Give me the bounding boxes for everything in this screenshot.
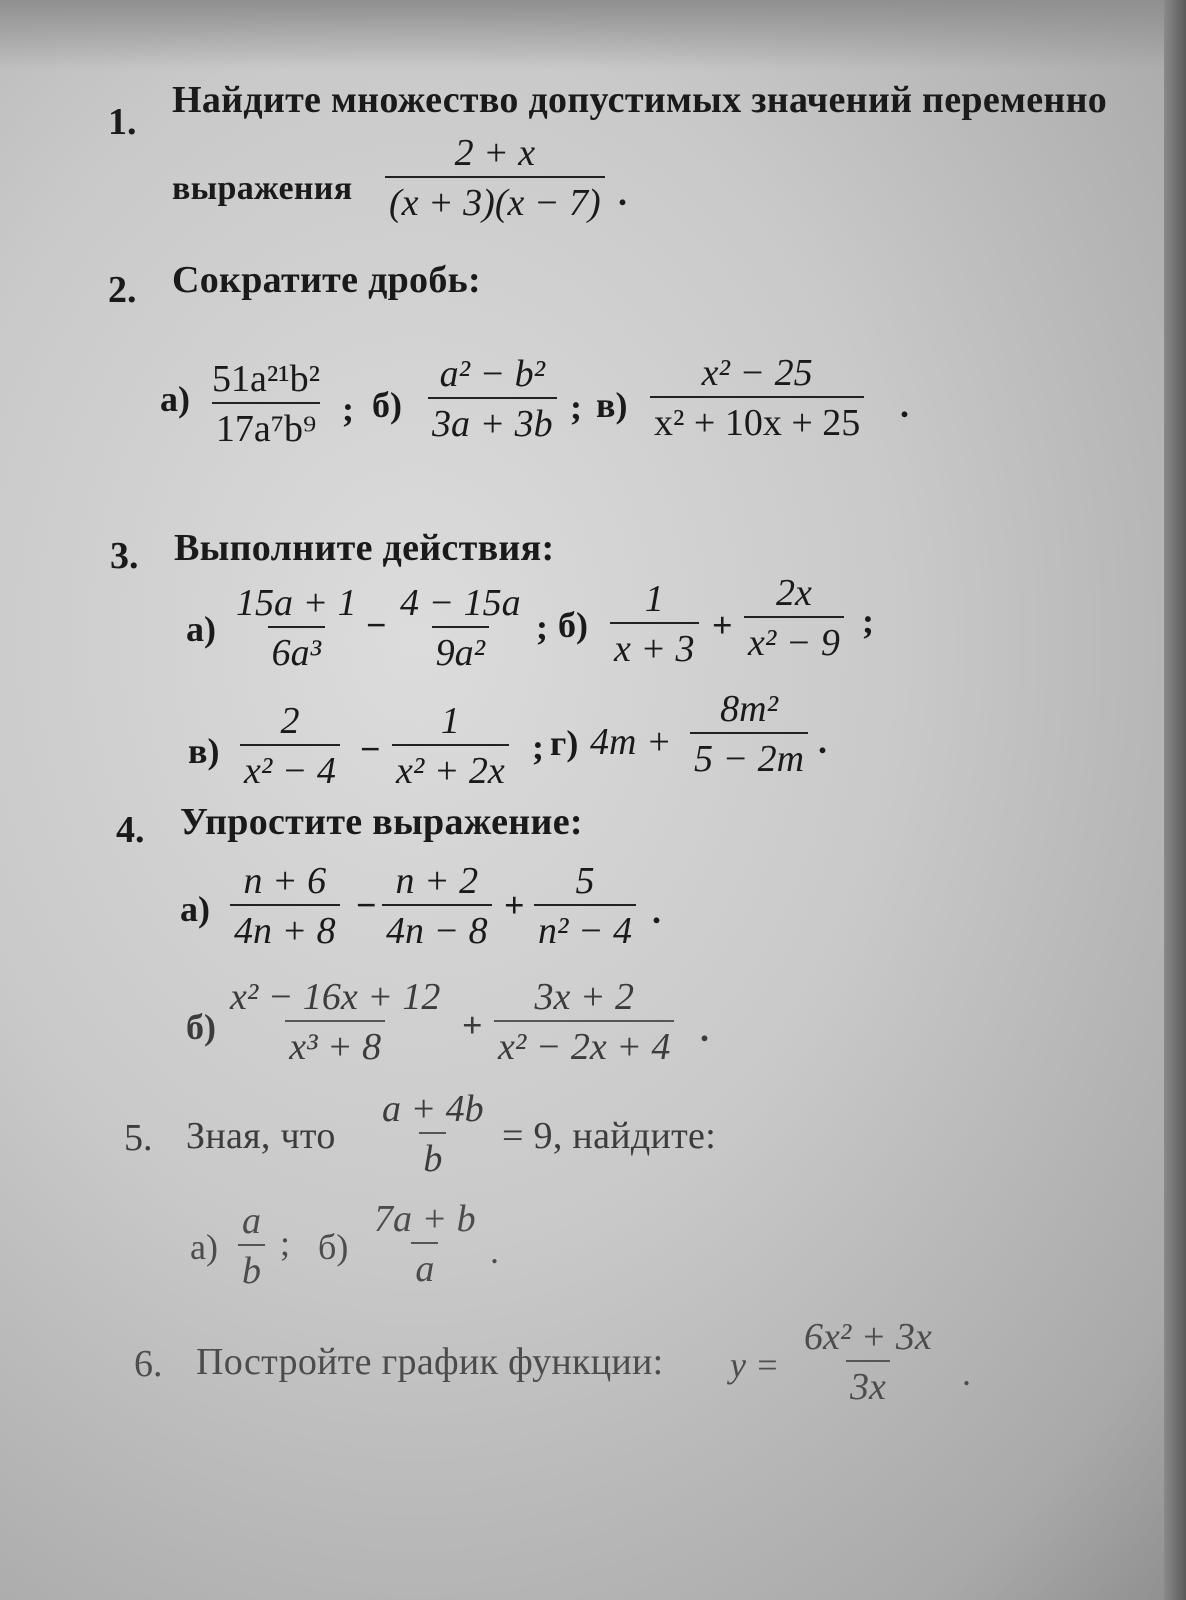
fraction-numerator: 5 <box>575 860 595 902</box>
fraction-numerator: a <box>242 1200 261 1242</box>
task-1-text-2: выражения <box>172 170 353 207</box>
task-2a-separator: ; <box>342 389 354 429</box>
task-1-number: 1. <box>108 101 137 143</box>
fraction-numerator: 1 <box>644 578 664 620</box>
photo-shadow-right <box>1164 0 1186 1600</box>
fraction-numerator: 2 + x <box>454 132 536 174</box>
task-2c-label: в) <box>596 385 628 425</box>
task-4a-operator-2: + <box>504 885 525 925</box>
task-6-text: Постройте график функции: <box>196 1341 664 1383</box>
fraction-denominator: 3x <box>846 1360 890 1406</box>
fraction-denominator: x² − 9 <box>744 616 844 662</box>
fraction-numerator: x² − 16x + 12 <box>230 976 441 1018</box>
task-4b-end: . <box>700 1009 709 1049</box>
task-3c-operator: − <box>360 729 381 769</box>
fraction-denominator: 4n + 8 <box>230 904 340 950</box>
task-1-end: . <box>618 173 627 213</box>
fraction-denominator: n² − 4 <box>534 904 636 950</box>
fraction-denominator: x² + 2x <box>392 744 509 790</box>
fraction-numerator: 51a²¹b² <box>212 358 321 400</box>
task-4a-label: а) <box>180 889 210 929</box>
task-2c-end: . <box>900 385 909 425</box>
fraction-numerator: x² − 25 <box>701 352 813 394</box>
fraction-denominator: 5 − 2m <box>690 732 808 778</box>
task-5-condition-rest: = 9, найдите: <box>502 1115 717 1157</box>
fraction-denominator: x² − 4 <box>240 744 340 790</box>
task-2c-fraction <box>650 354 864 442</box>
task-3b-separator: ; <box>862 601 874 641</box>
fraction-denominator: 17a⁷b⁹ <box>212 402 320 448</box>
task-5b-label: б) <box>318 1227 349 1267</box>
fraction-numerator: 2x <box>776 572 812 614</box>
fraction-numerator: a² − b² <box>439 353 546 395</box>
task-2a-fraction <box>208 360 324 448</box>
task-3d-end: . <box>818 721 827 761</box>
task-3c-fraction-1 <box>240 702 340 790</box>
fraction-numerator: n + 6 <box>243 860 327 902</box>
task-3a-operator: − <box>366 605 387 645</box>
fraction-numerator: a + 4b <box>382 1088 484 1130</box>
fraction-denominator: b <box>419 1132 446 1178</box>
task-6-end: . <box>962 1353 971 1393</box>
task-1-fraction <box>385 134 605 222</box>
photo-shadow-top <box>0 0 1186 70</box>
fraction-numerator: 8m² <box>720 688 778 730</box>
task-6-equation-lhs: y = <box>730 1345 780 1385</box>
task-3c-separator: ; <box>532 727 544 767</box>
fraction-denominator: a <box>411 1242 438 1288</box>
task-5b-fraction <box>370 1200 480 1288</box>
task-2a-label: а) <box>160 379 190 419</box>
task-4a-fraction-1 <box>230 862 340 950</box>
task-3b-fraction-2 <box>744 574 844 662</box>
task-1-text: Найдите множество допустимых значений переменно <box>172 79 1108 121</box>
fraction-numerator: 6x² + 3x <box>804 1316 932 1358</box>
task-3b-fraction-1 <box>610 580 699 668</box>
fraction-numerator: n + 2 <box>395 860 479 902</box>
task-4a-fraction-3 <box>534 862 636 950</box>
task-3a-fraction-1 <box>232 584 361 672</box>
fraction-numerator: 15a + 1 <box>236 582 357 624</box>
task-3d-lead: 4m + <box>590 721 672 763</box>
task-3d-label: г) <box>550 723 579 763</box>
task-4a-operator-1: − <box>356 885 377 925</box>
task-4b-fraction-1 <box>226 978 444 1066</box>
task-3a-label: а) <box>186 609 216 649</box>
task-4b-fraction-2 <box>494 978 674 1066</box>
task-5a-label: а) <box>190 1227 218 1267</box>
task-3-number: 3. <box>110 535 139 577</box>
task-4a-end: . <box>652 891 661 931</box>
fraction-denominator: 3a + 3b <box>428 397 557 443</box>
task-4b-label: б) <box>186 1007 216 1047</box>
task-3-text: Выполните действия: <box>174 527 555 569</box>
fraction-numerator: 3x + 2 <box>534 976 634 1018</box>
task-2b-fraction <box>428 355 557 443</box>
task-4-number: 4. <box>116 809 145 851</box>
fraction-numerator: 1 <box>440 700 460 742</box>
task-2b-separator: ; <box>570 387 582 427</box>
fraction-denominator: 9a² <box>432 626 489 672</box>
fraction-numerator: 4 − 15a <box>400 582 521 624</box>
task-3d-fraction <box>690 690 808 778</box>
task-4-text: Упростите выражение: <box>180 801 583 843</box>
fraction-denominator: 6a³ <box>268 626 325 672</box>
task-4a-fraction-2 <box>382 862 492 950</box>
task-3c-label: в) <box>188 731 220 771</box>
task-5-condition-fraction <box>378 1090 488 1178</box>
task-3a-fraction-2 <box>396 584 525 672</box>
task-2-text: Сократите дробь: <box>172 259 481 301</box>
task-3c-fraction-2 <box>392 702 509 790</box>
fraction-denominator: x² + 10x + 25 <box>650 396 864 442</box>
fraction-denominator: b <box>238 1244 265 1290</box>
task-5-number: 5. <box>124 1117 153 1159</box>
task-2-number: 2. <box>108 269 137 311</box>
task-3b-label: б) <box>558 605 588 645</box>
task-5-text: Зная, что <box>186 1115 336 1157</box>
fraction-denominator: 4n − 8 <box>382 904 492 950</box>
task-5a-fraction <box>238 1202 265 1290</box>
fraction-denominator: x² − 2x + 4 <box>494 1020 674 1066</box>
fraction-denominator: x + 3 <box>610 622 699 668</box>
task-5b-end: . <box>490 1231 499 1271</box>
task-6-fraction <box>800 1318 936 1406</box>
task-3b-operator: + <box>712 605 733 645</box>
task-2b-label: б) <box>372 385 402 425</box>
fraction-denominator: x³ + 8 <box>285 1020 385 1066</box>
task-5a-separator: ; <box>280 1223 291 1263</box>
fraction-numerator: 7a + b <box>374 1198 476 1240</box>
task-4b-operator: + <box>462 1005 483 1045</box>
task-6-number: 6. <box>134 1343 163 1385</box>
task-3a-separator: ; <box>536 607 548 647</box>
fraction-denominator: (x + 3)(x − 7) <box>385 176 605 222</box>
fraction-numerator: 2 <box>280 700 300 742</box>
